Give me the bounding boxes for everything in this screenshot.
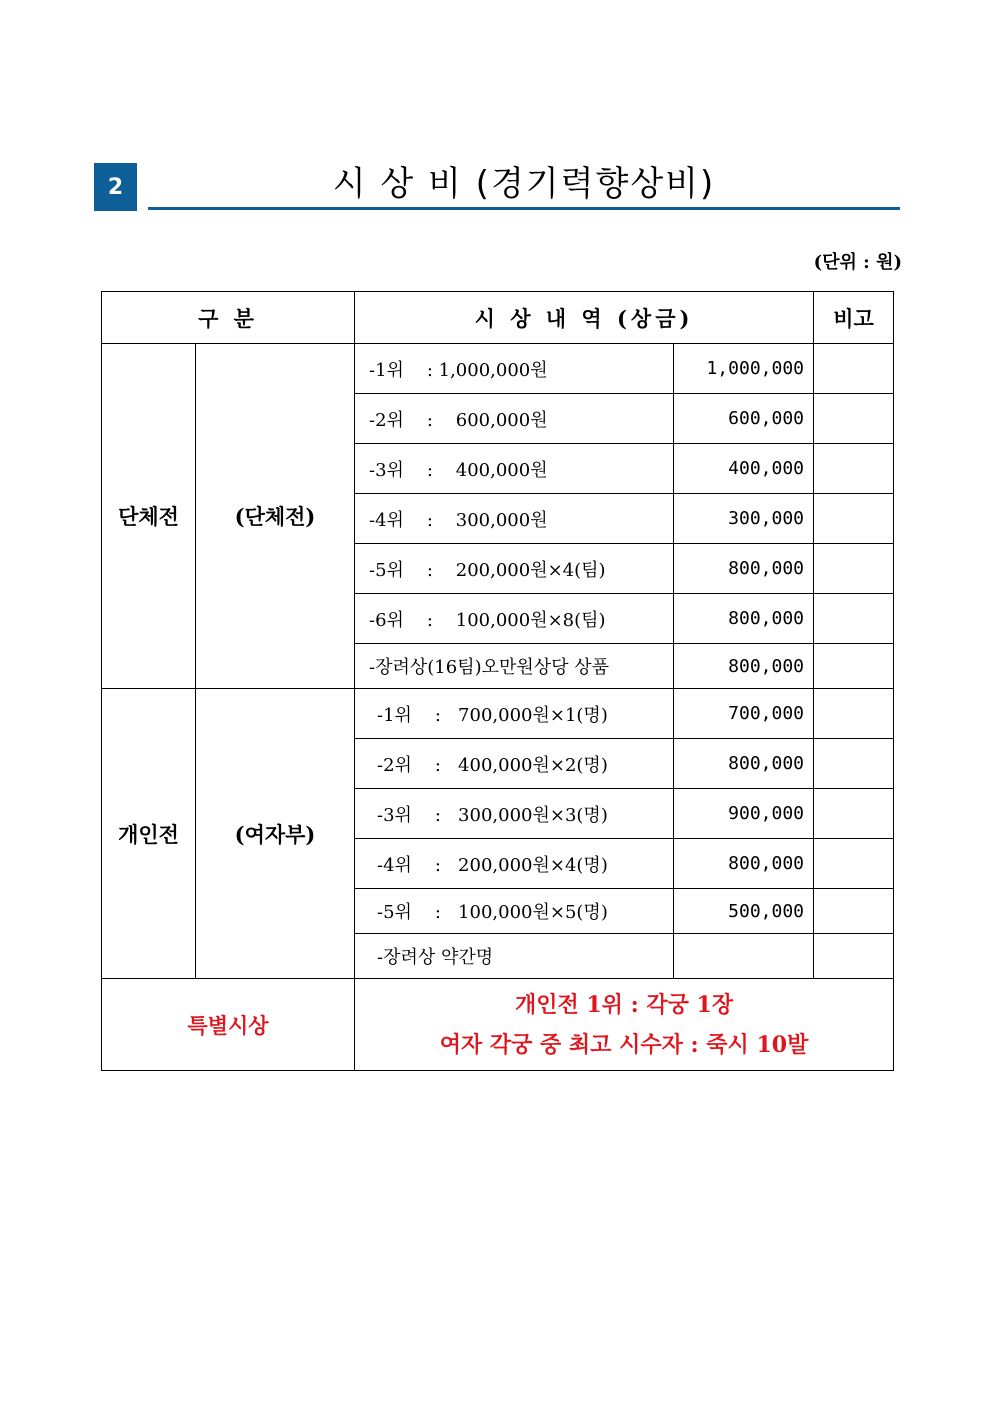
prize-amount: 400,000 bbox=[674, 444, 814, 494]
note-cell bbox=[814, 889, 894, 934]
prize-amount: 300,000 bbox=[674, 494, 814, 544]
prize-description: -5위 : 200,000원×4(팀) bbox=[355, 544, 674, 594]
prize-description: -3위 : 300,000원×3(명) bbox=[355, 789, 674, 839]
prize-amount bbox=[674, 934, 814, 979]
prize-description: -3위 : 400,000원 bbox=[355, 444, 674, 494]
prize-description: -2위 : 400,000원×2(명) bbox=[355, 739, 674, 789]
prize-amount: 800,000 bbox=[674, 839, 814, 889]
group-category: 단체전 bbox=[102, 344, 196, 689]
note-cell bbox=[814, 394, 894, 444]
group-subcategory: (여자부) bbox=[196, 689, 355, 979]
note-cell bbox=[814, 444, 894, 494]
header-details: 시 상 내 역 (상금) bbox=[355, 292, 814, 344]
prize-description: -장려상(16팀)오만원상당 상품 bbox=[355, 644, 674, 689]
prize-amount: 800,000 bbox=[674, 544, 814, 594]
header-note: 비고 bbox=[814, 292, 894, 344]
note-cell bbox=[814, 494, 894, 544]
prize-amount: 800,000 bbox=[674, 594, 814, 644]
note-cell bbox=[814, 789, 894, 839]
award-table bbox=[101, 291, 894, 1071]
prize-amount: 600,000 bbox=[674, 394, 814, 444]
prize-description: -4위 : 200,000원×4(명) bbox=[355, 839, 674, 889]
unit-note: (단위 : 원) bbox=[813, 252, 902, 273]
note-cell bbox=[814, 839, 894, 889]
prize-description: -2위 : 600,000원 bbox=[355, 394, 674, 444]
special-award-line-1: 개인전 1위 : 각궁 1장 bbox=[514, 991, 734, 1018]
prize-amount: 700,000 bbox=[674, 689, 814, 739]
page-title: 시 상 비 (경기력향상비) bbox=[332, 164, 716, 204]
note-cell bbox=[814, 594, 894, 644]
title-underline bbox=[148, 207, 900, 210]
prize-amount: 900,000 bbox=[674, 789, 814, 839]
note-cell bbox=[814, 739, 894, 789]
table-row bbox=[102, 689, 894, 739]
special-award-details bbox=[355, 979, 894, 1071]
group-category: 개인전 bbox=[102, 689, 196, 979]
prize-amount: 800,000 bbox=[674, 644, 814, 689]
prize-amount: 1,000,000 bbox=[674, 344, 814, 394]
special-award-label: 특별시상 bbox=[102, 979, 355, 1071]
note-cell bbox=[814, 544, 894, 594]
prize-amount: 800,000 bbox=[674, 739, 814, 789]
group-subcategory: (단체전) bbox=[196, 344, 355, 689]
prize-description: -4위 : 300,000원 bbox=[355, 494, 674, 544]
table-header-row bbox=[102, 292, 894, 344]
prize-amount: 500,000 bbox=[674, 889, 814, 934]
special-award-row bbox=[102, 979, 894, 1071]
prize-description: -5위 : 100,000원×5(명) bbox=[355, 889, 674, 934]
prize-description: -장려상 약간명 bbox=[355, 934, 674, 979]
section-number-badge: 2 bbox=[94, 163, 137, 211]
prize-description: -1위 : 700,000원×1(명) bbox=[355, 689, 674, 739]
prize-description: -1위 : 1,000,000원 bbox=[355, 344, 674, 394]
note-cell bbox=[814, 644, 894, 689]
table-row bbox=[102, 344, 894, 394]
prize-description: -6위 : 100,000원×8(팀) bbox=[355, 594, 674, 644]
note-cell bbox=[814, 689, 894, 739]
note-cell bbox=[814, 344, 894, 394]
note-cell bbox=[814, 934, 894, 979]
header-category: 구 분 bbox=[102, 292, 355, 344]
special-award-line-2: 여자 각궁 중 최고 시수자 : 죽시 10발 bbox=[439, 1031, 809, 1058]
